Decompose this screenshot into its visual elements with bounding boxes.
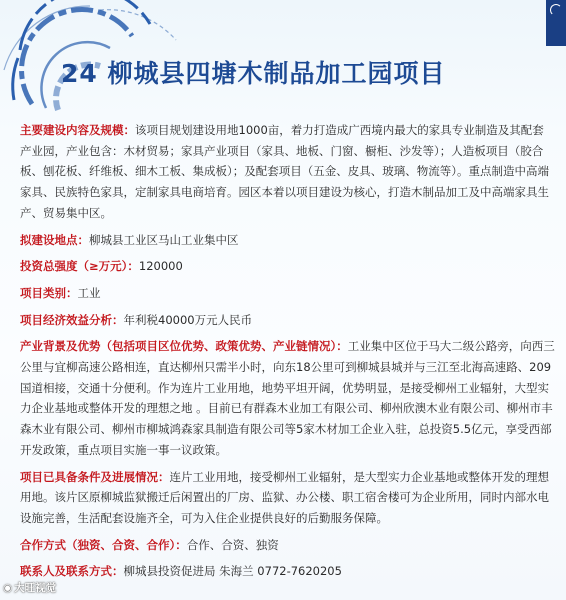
project-details — [20, 120, 555, 588]
camera-icon: ◉ — [3, 582, 13, 594]
section-text: 工业集中区位于马大二级公路旁，向西三公里与宜柳高速公路相连，直达柳州只需半小时，向东18公里可到柳城县城并与三江至北海高速路、209国道相接，交通十分便利。作为连片工业用地，地势平坦开阔，优势明显，是接受柳州工业辐射，大型实力企业基地或整体开发的理想之地 。目前已有群森木业加工有限公司、柳州欣澳木业有限公司、柳州市丰森木业有限公司、柳州市柳城鸿森家具制造有限公司等5家木材加工企业入驻，总投资5.5亿元，享受西部开发政策，重点项目实施一事一议政策。 — [20, 339, 555, 457]
section-investment — [20, 256, 555, 277]
watermark — [3, 580, 56, 595]
section-label: 主要建设内容及规模： — [20, 123, 135, 137]
section-text: 合作、合资、独资 — [186, 537, 279, 552]
project-number: 24 — [61, 59, 98, 88]
watermark-text: 大旺视觉 — [14, 582, 57, 594]
section-contact — [20, 561, 555, 582]
page-title — [61, 54, 446, 90]
section-text: 柳城县工业区马山工业集中区 — [89, 232, 239, 247]
section-label: 产业背景及优势（包括项目区位优势、政策优势、产业链情况）： — [20, 339, 348, 354]
section-category — [20, 283, 555, 304]
section-cooperation — [20, 535, 555, 556]
section-text: 连片工业用地，接受柳州工业辐射，是大型实力企业基地或整体开发的理想用地。该片区原柳城监狱搬迁后闲置出的厂房、监狱、办公楼、职工宿舍楼可为企业所用，同时内部水电设施完善，生活配套设施齐全，可为入住企业提供良好的后勤服务保障。 — [20, 469, 549, 525]
section-conditions — [20, 467, 555, 529]
corner-tab-decoration — [546, 0, 566, 46]
section-label: 项目已具备条件及进展情况： — [20, 469, 170, 484]
section-text: 工业 — [77, 285, 101, 300]
section-label: 项目经济效益分析： — [20, 312, 124, 327]
section-text: 该项目规划建设用地1000亩，着力打造成广西境内最大的家具专业制造及其配套产业园，产业包含：木材贸易；家具产业项目（家具、地板、门窗、橱柜、沙发等）；人造板项目（胶合板、刨花板、纤维板、细木工板、集成板）；及配套项目（五金、皮具、玻璃、物流等）。重点制造中高端家具、民族特色家具，定制家具电商培育。园区本着以项目建设为核心，打造木制品加工及中高端家具生产、贸易集中区。 — [20, 123, 549, 220]
section-background — [20, 336, 555, 460]
section-economic-benefit — [20, 310, 555, 331]
section-text: 年利税40000万元人民币 — [123, 312, 253, 327]
section-label: 联系人及联系方式： — [20, 564, 124, 579]
section-label: 合作方式（独资、合资、合作）： — [20, 537, 187, 552]
section-text: 柳城县投资促进局 朱海兰 0772-7620205 — [123, 564, 342, 579]
section-label: 项目类别： — [20, 285, 78, 300]
section-label: 拟建设地点： — [20, 232, 89, 247]
section-location — [20, 230, 555, 251]
section-label: 投资总强度（≥万元）： — [20, 259, 139, 274]
section-construction — [20, 120, 555, 224]
section-text: 120000 — [138, 259, 183, 274]
project-title: 柳城县四塘木制品加工园项目 — [107, 59, 446, 88]
